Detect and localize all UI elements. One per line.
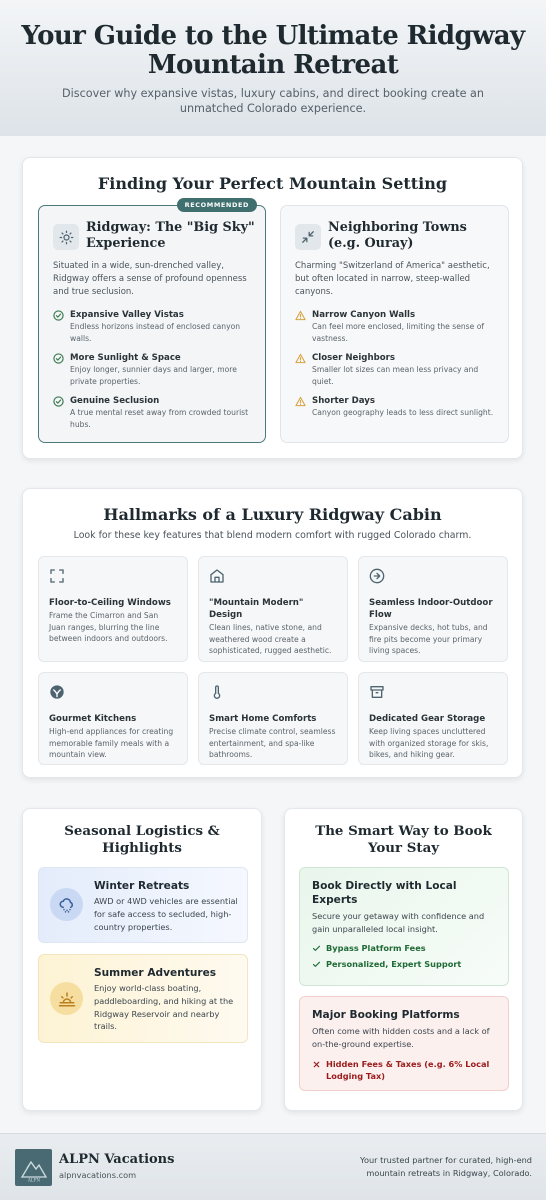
- feature-card: [198, 672, 348, 765]
- check-circle-icon: [53, 353, 64, 364]
- summer-desc: Enjoy world-class boating, paddleboarding, and hiking at the Ridgway Reservoir and nearby trails.: [94, 983, 234, 1032]
- feature-desc: Precise climate control, seamless entertainment, and spa-like bathrooms.: [209, 727, 336, 759]
- feature-desc: Frame the Cimarron and San Juan ranges, blurring the line between indoors and outdoors.: [49, 611, 168, 643]
- brand-logo[interactable]: [15, 1149, 52, 1186]
- feature-desc: High-end appliances for creating memorable family meals with a mountain view.: [49, 727, 174, 759]
- sunrise-icon: [50, 982, 83, 1015]
- item-title: Genuine Seclusion: [70, 396, 160, 406]
- feature-card: [38, 672, 188, 765]
- setting-section: [22, 157, 523, 459]
- item-title: More Sunlight & Space: [70, 353, 181, 363]
- winter-desc: AWD or 4WD vehicles are essential for safe access to secluded, high-country properties.: [94, 896, 238, 932]
- feature-title: Seamless Indoor-Outdoor Flow: [369, 598, 493, 620]
- direct-desc: Secure your getaway with confidence and gain unparalleled local insight.: [312, 911, 485, 934]
- expand-icon: [49, 568, 65, 584]
- summer-card: [38, 954, 248, 1043]
- check-circle-icon: [53, 396, 64, 407]
- list-item: [295, 352, 500, 387]
- thermometer-icon: [209, 684, 225, 700]
- major-title: Major Booking Platforms: [312, 1009, 460, 1021]
- item-title: Narrow Canyon Walls: [312, 310, 416, 320]
- hallmarks-section: [22, 488, 523, 778]
- direct-title: Book Directly with Local Experts: [312, 880, 457, 906]
- ridgway-title: Ridgway: The "Big Sky" Experience: [86, 220, 255, 251]
- feature-card: [358, 672, 508, 765]
- brand-url[interactable]: alpnvacations.com: [59, 1170, 137, 1180]
- feature-title: Dedicated Gear Storage: [369, 714, 486, 724]
- major-platforms-card: [299, 996, 509, 1091]
- feature-card: [358, 556, 508, 662]
- direct-booking-card: [299, 867, 509, 986]
- check-circle-icon: [53, 310, 64, 321]
- benefit-item: [312, 958, 461, 970]
- hero-header: [0, 0, 546, 136]
- check-icon: [312, 944, 321, 953]
- winter-card: [38, 867, 248, 943]
- storage-box-icon: [369, 684, 385, 700]
- benefit-text: Bypass Platform Fees: [326, 943, 426, 953]
- setting-title: Finding Your Perfect Mountain Setting: [97, 174, 448, 193]
- neighbors-desc: Charming "Switzerland of America" aesthetic, but often located in narrow, steep-walled canyons.: [295, 261, 490, 297]
- benefit-item: [312, 942, 426, 954]
- neighbors-panel: [280, 205, 509, 443]
- item-title: Closer Neighbors: [312, 353, 395, 363]
- ridgway-panel: [38, 201, 266, 443]
- major-desc: Often come with hidden costs and a lack of on-the-ground expertise.: [312, 1026, 490, 1049]
- compress-icon: [295, 224, 321, 250]
- item-desc: Smaller lot sizes can mean less privacy and quiet.: [312, 365, 479, 386]
- feature-desc: Clean lines, native stone, and weathered wood create a sophisticated, rugged aesthetic.: [209, 623, 332, 655]
- neighbors-title: Neighboring Towns (e.g. Ouray): [328, 220, 467, 251]
- logo-mountain-icon: [19, 1153, 49, 1183]
- feature-title: "Mountain Modern" Design: [209, 598, 304, 620]
- booking-title: The Smart Way to Book Your Stay: [315, 823, 492, 856]
- drawback-text: Hidden Fees & Taxes (e.g. 6% Local Lodging Tax): [326, 1059, 490, 1081]
- logo-text: ALPN: [27, 1177, 40, 1182]
- list-item: [53, 309, 258, 344]
- booking-section: [284, 808, 523, 1111]
- page-title: Your Guide to the Ultimate Ridgway Mountain Retreat: [21, 21, 525, 80]
- ridgway-desc: Situated in a wide, sun-drenched valley, Ridgway offers a sense of profound openness and true seclusion.: [53, 261, 247, 297]
- recommended-badge: RECOMMENDED: [177, 198, 257, 212]
- page-subtitle: Discover why expansive vistas, luxury cabins, and direct booking create an unmatched Colorado experience.: [62, 87, 484, 115]
- snow-cloud-icon: [50, 888, 83, 921]
- seasonal-title: Seasonal Logistics & Highlights: [64, 823, 220, 856]
- warning-icon: [295, 353, 306, 364]
- hallmarks-title: Hallmarks of a Luxury Ridgway Cabin: [103, 505, 442, 524]
- footer-tagline: Your trusted partner for curated, high-end mountain retreats in Ridgway, Colorado.: [360, 1155, 532, 1178]
- item-desc: Canyon geography leads to less direct sunlight.: [312, 408, 494, 417]
- hallmarks-subtitle: Look for these key features that blend modern comfort with rugged Colorado charm.: [73, 530, 472, 541]
- warning-icon: [295, 396, 306, 407]
- item-desc: Enjoy longer, sunnier days and larger, more private properties.: [70, 365, 237, 386]
- feature-card: [38, 556, 188, 662]
- winter-title: Winter Retreats: [94, 880, 190, 892]
- sun-icon: [53, 224, 79, 250]
- item-title: Expansive Valley Vistas: [70, 310, 184, 320]
- item-desc: Endless horizons instead of enclosed canyon walls.: [70, 322, 241, 343]
- feature-title: Floor-to-Ceiling Windows: [49, 598, 171, 608]
- x-icon: [312, 1060, 321, 1069]
- list-item: [295, 395, 500, 419]
- footer: [0, 1133, 546, 1200]
- list-item: [53, 395, 258, 430]
- item-title: Shorter Days: [312, 396, 376, 406]
- seasonal-section: [22, 808, 262, 1111]
- feature-title: Gourmet Kitchens: [49, 714, 137, 724]
- summer-title: Summer Adventures: [94, 967, 217, 979]
- check-icon: [312, 960, 321, 969]
- arrow-circle-icon: [369, 568, 385, 584]
- list-item: [53, 352, 258, 387]
- cooking-icon: [49, 684, 65, 700]
- drawback-item: [312, 1058, 502, 1082]
- brand-name[interactable]: ALPN Vacations: [59, 1152, 175, 1167]
- feature-desc: Expansive decks, hot tubs, and fire pits become your primary living spaces.: [369, 623, 488, 655]
- item-desc: Can feel more enclosed, limiting the sense of vastness.: [312, 322, 485, 343]
- warning-icon: [295, 310, 306, 321]
- benefit-text: Personalized, Expert Support: [326, 959, 462, 969]
- item-desc: A true mental reset away from crowded tourist hubs.: [70, 408, 249, 429]
- house-icon: [209, 568, 225, 584]
- feature-card: [198, 556, 348, 662]
- list-item: [295, 309, 500, 344]
- feature-title: Smart Home Comforts: [209, 714, 317, 724]
- feature-desc: Keep living spaces uncluttered with organized storage for skis, bikes, and hiking gear.: [369, 727, 489, 759]
